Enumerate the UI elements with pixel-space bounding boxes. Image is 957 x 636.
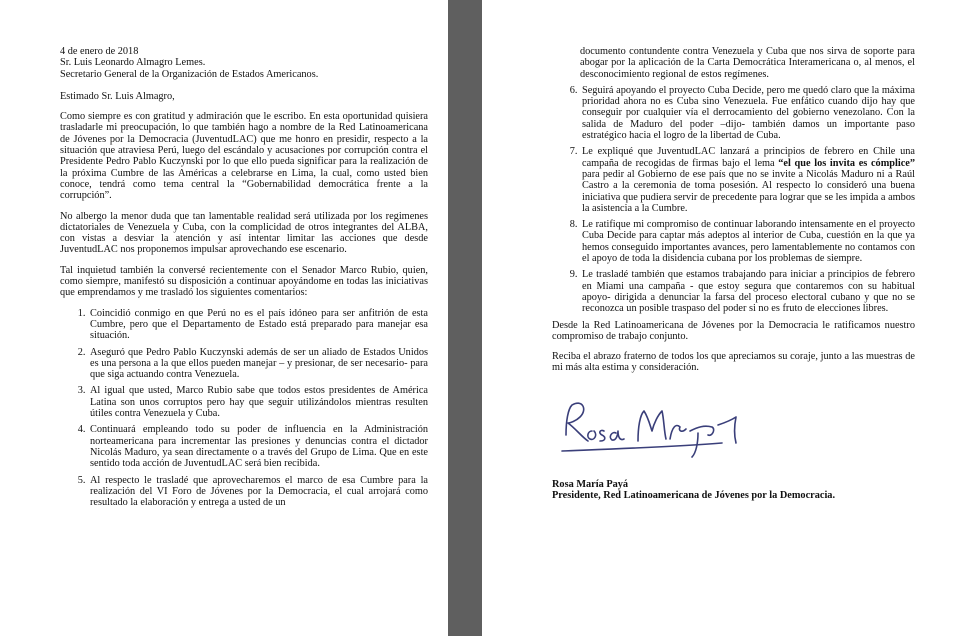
list-item: 1. Coincidió conmigo en que Perú no es el país idóneo para ser anfitrión de esta Cumbre, pero que el Departamento de Estado está preparado para manejar esa situación.	[88, 308, 428, 342]
letter-date: 4 de enero de 2018	[60, 46, 139, 57]
closing-paragraph-1: Desde la Red Latinoamericana de Jóvenes por la Democracia le ratificamos nuestro compromiso de trabajo conjunto.	[552, 319, 915, 342]
list-item-text: para pedir al Gobierno de ese país que no se invite a Nicolás Maduro ni a Raúl Castro a la ceremonia de toma posesión. Al respecto lo consideró una buena iniciativa que pudiera servir de precedente para lograr que se les impida a ambos la asistencia a la Cumbre.	[582, 168, 915, 214]
list-item: 4. Continuará empleando todo su poder de influencia en la Administración norteamericana para incrementar las presiones y denuncias contra el dictador Nicolás Maduro, ya sean directamente o a través del Grupo de Lima. Que en este sentido toda acción de JuventudLAC será bien recibida.	[88, 424, 428, 469]
signature-scribble	[552, 387, 752, 467]
list-item	[580, 146, 915, 214]
paragraph-3: Tal inquietud también la conversé recientemente con el Senador Marco Rubio, quien, como siempre, manifestó su disposición a continuar apoyándome en todas las iniciativas que emprendamos y me trasladó los siguientes comentarios:	[60, 264, 428, 299]
campaign-slogan: “el que los invita es cómplice”	[778, 157, 916, 169]
page-gutter	[448, 0, 482, 636]
list-item: 8. Le ratifique mi compromiso de continuar laborando intensamente en el proyecto Cuba Decide para captar más adeptos al interior de Cuba, cuestión en la que ya hemos conseguido importantes avances, pero lamentablemente no contamos con el apoyo de toda la disidencia cubana por los problemas de siempre.	[580, 219, 915, 264]
list-item: 2. Aseguró que Pedro Pablo Kuczynski además de ser un aliado de Estados Unidos es una persona a la que ellos pueden manejar – y presionar, de ser necesario- para que siga actuando contra Venezuela.	[88, 347, 428, 381]
letter-page-right	[482, 0, 957, 636]
list-item: 6. Seguirá apoyando el proyecto Cuba Decide, pero me quedó claro que la máxima prioridad ahora no es Cuba sino Venezuela. Fue enfático cuando dijo hay que conseguir por cualquier vía el derrocamiento del gobierno venezolano. Con la salida de Maduro del poder –dijo- también damos un importante paso estratégico hacia el logro de la libertad de Cuba.	[580, 85, 915, 141]
recipient-name: Sr. Luis Leonardo Almagro Lemes.	[60, 57, 206, 69]
paragraph-1: Como siempre es con gratitud y admiración que le escribo. En esta oportunidad quisiera trasladarle mi preocupación, lo que también hago a nombre de la Red Latinoamericana de Jóvenes por la Democracia (JuventudLAC) que me honro en presidir, respecto a la situación que atraviesa Perú, luego del escándalo y acusaciones por corrupción contra el Presidente Pedro Pablo Kuczynski por lo que ello pueda significar para la realización de la próxima Cumbre de las Américas a celebrarse en Lima, la cual, como usted bien conoce, tendrá como tema central la “Gobernabilidad democrática frente a la corrupción”.	[60, 111, 428, 202]
recipient-title: Secretario General de la Organización de Estados Americanos.	[60, 68, 319, 80]
greeting: Estimado Sr. Luis Almagro,	[60, 90, 175, 102]
signature	[552, 383, 915, 479]
list-item-continuation: documento contundente contra Venezuela y Cuba que nos sirva de soporte para abogar por la aplicación de la Carta Democrática Interamericana o, al menos, el desconocimiento regional de estos regímenes.	[580, 46, 915, 80]
paragraph-2: No albergo la menor duda que tan lamentable realidad será utilizada por los regimenes dictatoriales de Venezuela y Cuba, con la complicidad de otros integrantes del ALBA, con vistas a desviar la atención y así intentar limitar las acciones que desde JuventudLAC nos proponemos impulsar aprovechando ese escenario.	[60, 210, 428, 256]
list-item: 3. Al igual que usted, Marco Rubio sabe que todos estos presidentes de América Latina son unos corruptos pero hay que seguir utilizándolos mientras resulten útiles contra Venezuela y Cuba.	[88, 385, 428, 419]
letter-page-left	[0, 0, 448, 636]
list-item: 9. Le trasladé también que estamos trabajando para iniciar a principios de febrero en Miami una campaña - que estoy segura que contaremos con su habitual apoyo- dirigida a denunciar la farsa del proceso electoral cubano y que no se reconozca un posible traspaso del poder si no es fruto de elecciones libres.	[580, 269, 915, 314]
signer-title: Presidente, Red Latinoamericana de Jóvenes por la Democracia.	[552, 490, 836, 502]
comments-list	[60, 308, 428, 509]
list-item-text: Le expliqué que JuventudLAC lanzará a principios de febrero en Chile una campaña de recogidas de firmas bajo el lema	[582, 146, 915, 169]
comments-list-continued	[552, 85, 915, 315]
list-item: 5. Al respecto le trasladé que aprovecharemos el marco de esa Cumbre para la realización del VI Foro de Jóvenes por la Democracia, el cual arrojará como resultado la elaboración y entrega a usted de un	[88, 475, 428, 509]
closing-paragraph-2: Reciba el abrazo fraterno de todos los que apreciamos su coraje, junto a las muestras de mi más alta estima y consideración.	[552, 351, 915, 374]
signer-name: Rosa María Payá	[552, 478, 629, 490]
